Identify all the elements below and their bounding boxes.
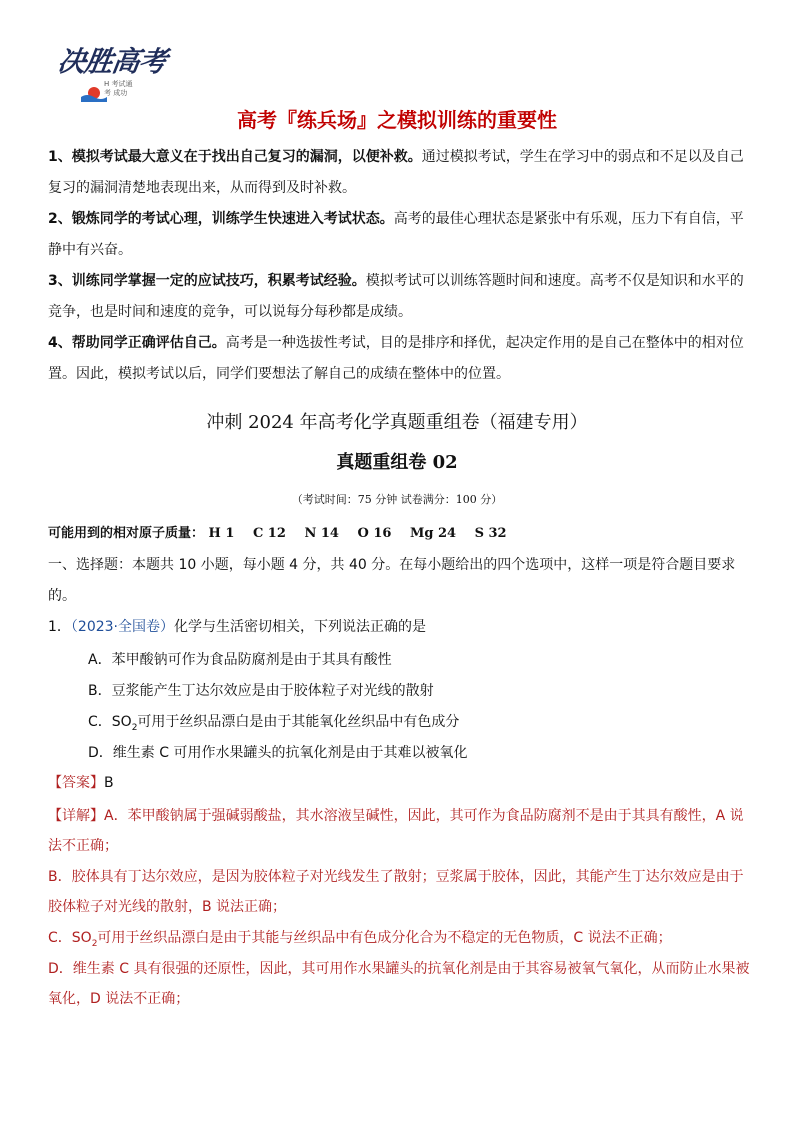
point-4-bold: 4、帮助同学正确评估自己。 — [48, 335, 226, 351]
answer-label: 【答案】 — [48, 775, 104, 791]
question-source: （2023·全国卷） — [70, 619, 175, 635]
point-4 — [48, 328, 748, 390]
mass-item: Mg 24 — [409, 526, 457, 541]
point-3 — [48, 266, 748, 328]
masses-label: 可能用到的相对原子质量： — [48, 526, 205, 541]
mass-item: H 1 — [208, 526, 235, 541]
mass-item: S 32 — [474, 526, 507, 541]
point-1 — [48, 142, 748, 204]
answer — [48, 772, 114, 792]
option-c: C．$SO_2$可用于丝织品漂白是由于其能氧化丝织品中有色成分 — [88, 714, 460, 733]
atomic-masses — [48, 522, 521, 541]
logo-tagline: H 考试通 考 成功 — [104, 80, 133, 97]
option-b: B．豆浆能产生丁达尔效应是由于胶体粒子对光线的散射 — [88, 683, 434, 699]
exam-info: （考试时间：75 分钟 试卷满分：100 分） — [291, 493, 503, 506]
point-2-text: 高考的最佳心理状态是紧张中有乐观，压力下有自信，平静中有兴奋。 — [48, 211, 744, 258]
section-heading: 一、选择题：本题共 10 小题，每小题 4 分，共 40 分。在每小题给出的四个选项中，这样一项是符合题目要求的。 — [48, 557, 736, 604]
point-2-bold: 2、锻炼同学的考试心理，训练学生快速进入考试状态。 — [48, 211, 394, 227]
explanation-c: C．$SO_2$可用于丝织品漂白是由于其能与丝织品中有色成分化合为不稳定的无色物质，C 说法不正确； — [48, 930, 672, 949]
point-1-bold: 1、模拟考试最大意义在于找出自己复习的漏洞，以便补救。 — [48, 149, 422, 165]
point-3-text: 模拟考试可以训练答题时间和速度。高考不仅是知识和水平的竞争，也是时间和速度的竞争，可以说每分每秒都是成绩。 — [48, 273, 744, 320]
logo — [55, 40, 176, 110]
exam-title: 冲刺 2024 年高考化学真题重组卷（福建专用） — [206, 412, 588, 433]
answer-value: B — [104, 775, 114, 791]
question-1 — [48, 616, 426, 636]
logo-text: 决胜高考 — [55, 45, 169, 78]
mass-item: C 12 — [252, 526, 286, 541]
point-2 — [48, 204, 748, 266]
detail-label: 【详解】 — [48, 808, 104, 824]
point-1-text: 通过模拟考试，学生在学习中的弱点和不足以及自己复习的漏洞清楚地表现出来，从而得到及时补救。 — [48, 149, 744, 196]
exam-subtitle: 真题重组卷 02 — [336, 452, 458, 473]
page-headline: 高考『练兵场』之模拟训练的重要性 — [237, 108, 557, 132]
explanation-d: D．维生素 C 具有很强的还原性，因此，其可用作水果罐头的抗氧化剂是由于其容易被氧气氧化，从而防止水果被氧化，D 说法不正确； — [48, 961, 750, 1007]
point-4-text: 高考是一种选拔性考试，目的是排序和择优，起决定作用的是自己在整体中的相对位置。因此，模拟考试以后，同学们要想法了解自己的成绩在整体中的位置。 — [48, 335, 744, 382]
point-3-bold: 3、训练同学掌握一定的应试技巧，积累考试经验。 — [48, 273, 366, 289]
question-stem: 化学与生活密切相关，下列说法正确的是 — [174, 619, 427, 635]
question-number: 1． — [48, 619, 71, 635]
explanation-a: 【详解】A．苯甲酸钠属于强碱弱酸盐，其水溶液呈碱性，因此，其可作为食品防腐剂不是由于其具有酸性，A 说法不正确； — [48, 808, 744, 854]
mass-item: N 14 — [304, 526, 339, 541]
mass-item: O 16 — [357, 526, 392, 541]
option-a: A．苯甲酸钠可作为食品防腐剂是由于其具有酸性 — [88, 652, 392, 668]
option-d: D．维生素 C 可用作水果罐头的抗氧化剂是由于其难以被氧化 — [88, 745, 468, 761]
explanation-b: B．胶体具有丁达尔效应，是因为胶体粒子对光线发生了散射；豆浆属于胶体，因此，其能产生丁达尔效应是由于胶体粒子对光线的散射，B 说法正确； — [48, 869, 744, 915]
